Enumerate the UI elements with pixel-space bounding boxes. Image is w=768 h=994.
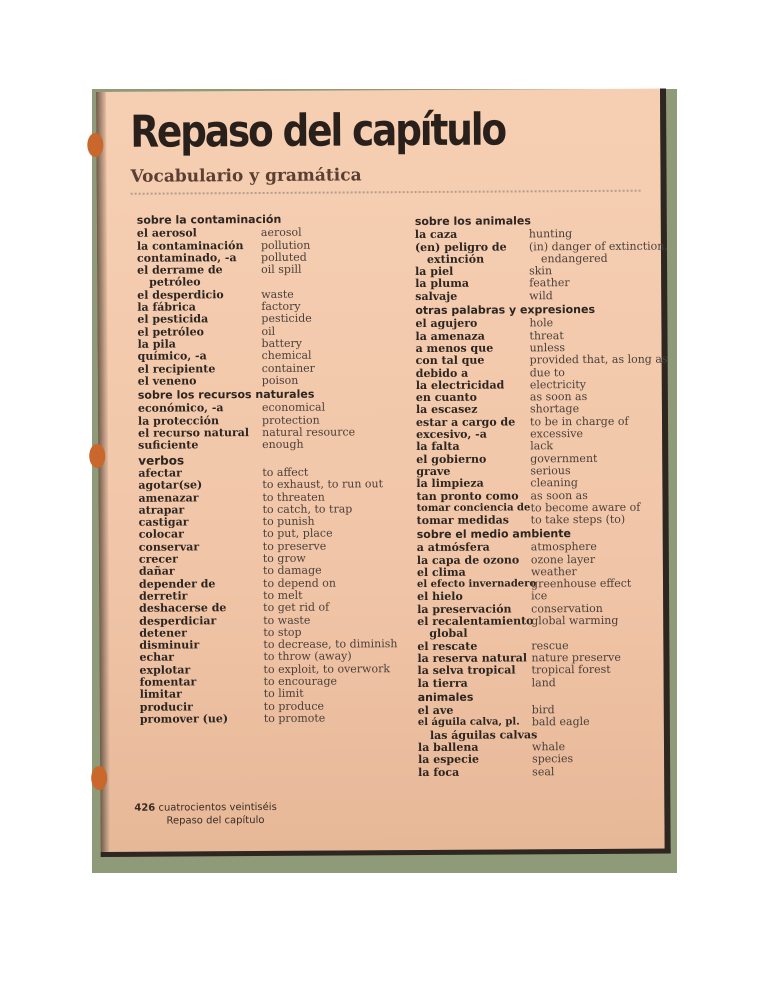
vocab-list bbox=[138, 465, 398, 726]
spanish-term: el recipiente bbox=[137, 361, 216, 376]
english-translation: endangered bbox=[540, 251, 608, 266]
spanish-term: crecer bbox=[138, 552, 178, 566]
english-translation: greenhouse effect bbox=[530, 576, 632, 591]
section-heading: sobre el medio ambiente bbox=[416, 527, 571, 542]
english-translation: to exhaust, to run out bbox=[262, 477, 384, 492]
english-translation: to decrease, to diminish bbox=[263, 637, 398, 652]
english-translation: oil spill bbox=[261, 262, 302, 277]
spanish-term: el agujero bbox=[415, 317, 478, 331]
textbook-page bbox=[96, 89, 671, 857]
english-translation: as soon as bbox=[530, 488, 588, 502]
english-translation: chemical bbox=[261, 348, 312, 363]
vocab-row bbox=[140, 712, 380, 726]
spanish-term: contaminado, -a bbox=[136, 251, 237, 265]
page-subtitle: Vocabulario y gramática bbox=[130, 165, 362, 187]
english-translation: species bbox=[532, 752, 574, 766]
vocab-list bbox=[415, 317, 666, 528]
english-translation: unless bbox=[529, 341, 566, 355]
spanish-term: tomar conciencia de bbox=[416, 502, 531, 514]
spanish-term: salvaje bbox=[415, 289, 458, 303]
english-translation: to be in charge of bbox=[529, 414, 629, 429]
english-translation: to threaten bbox=[262, 490, 325, 504]
english-translation: shortage bbox=[529, 402, 580, 416]
spanish-term: la falta bbox=[416, 440, 460, 454]
spanish-term: el águila calva, pl. bbox=[417, 716, 520, 729]
english-translation: global warming bbox=[531, 613, 619, 628]
vocab-row bbox=[418, 676, 668, 690]
spanish-term: el ave bbox=[417, 703, 454, 718]
spanish-term: la fábrica bbox=[137, 300, 196, 314]
spanish-term: la piel bbox=[415, 265, 454, 279]
english-translation: to affect bbox=[262, 465, 309, 479]
vocab-row bbox=[418, 765, 668, 779]
english-translation: to promote bbox=[263, 711, 326, 725]
spanish-term: la caza bbox=[414, 228, 458, 242]
english-translation bbox=[271, 276, 377, 289]
english-translation: polluted bbox=[260, 250, 307, 264]
english-translation: factory bbox=[261, 299, 301, 314]
spanish-term: en cuanto bbox=[415, 390, 477, 405]
english-translation: atmosphere bbox=[530, 540, 597, 554]
english-translation: enough bbox=[262, 438, 304, 452]
english-translation: container bbox=[261, 361, 315, 375]
english-translation: electricity bbox=[529, 377, 587, 392]
spanish-term: la electricidad bbox=[415, 378, 505, 392]
spanish-term: el clima bbox=[416, 565, 466, 579]
english-translation: to punish bbox=[262, 514, 315, 529]
binder-hole bbox=[89, 444, 105, 468]
section-heading: sobre la contaminación bbox=[136, 212, 282, 227]
section-heading: sobre los recursos naturales bbox=[137, 387, 315, 402]
english-translation: to stop bbox=[263, 625, 302, 639]
spanish-term: el derrame de bbox=[137, 263, 223, 277]
english-translation: excessive bbox=[530, 427, 584, 441]
footer-chapter-title: Repaso del capítulo bbox=[166, 814, 265, 827]
spanish-term: desperdiciar bbox=[139, 613, 217, 628]
english-translation: to limit bbox=[263, 687, 304, 701]
english-translation: protection bbox=[261, 413, 320, 427]
spanish-term: la foca bbox=[418, 765, 460, 779]
spanish-term: la pluma bbox=[415, 277, 469, 291]
spanish-term: con tal que bbox=[415, 353, 485, 368]
vocab-list bbox=[137, 227, 378, 388]
english-translation: bird bbox=[531, 703, 555, 717]
english-translation: as soon as bbox=[529, 390, 588, 404]
spanish-term: el petróleo bbox=[137, 325, 204, 339]
english-translation: to encourage bbox=[263, 674, 338, 688]
spanish-term: las águilas calvas bbox=[429, 728, 538, 742]
spanish-term: tan pronto como bbox=[416, 488, 519, 503]
vocab-list bbox=[414, 227, 668, 303]
spanish-term: amenazar bbox=[138, 490, 199, 505]
spanish-term: el recurso natural bbox=[138, 426, 250, 440]
english-translation: (in) danger of extinction, bbox=[528, 239, 668, 253]
english-translation: oil bbox=[261, 324, 276, 338]
spanish-term: la escasez bbox=[415, 403, 478, 417]
section-heading: animales bbox=[417, 690, 474, 704]
english-translation: to grow bbox=[262, 551, 306, 566]
english-translation: to throw (away) bbox=[263, 649, 352, 664]
spanish-term: echar bbox=[139, 650, 175, 665]
english-translation: poison bbox=[261, 373, 299, 387]
spanish-term: el efecto invernadero bbox=[416, 578, 537, 591]
english-translation: conservation bbox=[531, 601, 603, 616]
english-translation: tropical forest bbox=[531, 663, 611, 677]
right-column-bottom bbox=[417, 526, 669, 779]
english-translation: whale bbox=[531, 740, 566, 754]
spanish-term: el aerosol bbox=[136, 226, 197, 241]
english-translation: wild bbox=[529, 288, 553, 303]
spanish-term: la protección bbox=[137, 414, 220, 428]
page-number: 426 bbox=[134, 802, 156, 814]
spanish-term: global bbox=[429, 627, 468, 641]
spanish-term: limitar bbox=[139, 687, 182, 702]
english-translation: bald eagle bbox=[531, 715, 590, 729]
spanish-term: la preservación bbox=[417, 602, 512, 616]
section-heading: sobre los animales bbox=[414, 214, 531, 229]
english-translation: to melt bbox=[263, 588, 303, 602]
english-translation: to exploit, to overwork bbox=[263, 661, 391, 676]
spanish-term: conservar bbox=[138, 540, 200, 554]
spanish-term: colocar bbox=[138, 527, 184, 542]
english-translation: nature preserve bbox=[531, 650, 621, 665]
english-translation: economical bbox=[261, 401, 326, 415]
spanish-term: excesivo, -a bbox=[416, 427, 487, 442]
spanish-term: estar a cargo de bbox=[415, 415, 516, 429]
spanish-term: el rescate bbox=[417, 639, 478, 653]
page-number-words: cuatrocientos veintiséis bbox=[158, 801, 277, 814]
english-translation: to damage bbox=[262, 563, 322, 578]
spanish-term: el hielo bbox=[417, 590, 463, 604]
spanish-term: a menos que bbox=[415, 341, 494, 356]
english-translation: skin bbox=[529, 264, 553, 278]
spanish-term: la especie bbox=[418, 753, 480, 767]
english-translation: cleaning bbox=[530, 476, 578, 490]
page-title: Repaso del capítulo bbox=[130, 104, 506, 158]
english-translation: to depend on bbox=[262, 576, 337, 590]
spanish-term: detener bbox=[139, 626, 187, 640]
english-translation: to become aware of bbox=[530, 500, 641, 515]
spanish-term: castigar bbox=[138, 515, 189, 529]
spanish-term: la pila bbox=[137, 337, 176, 351]
page-footer bbox=[134, 801, 277, 828]
spanish-term: deshacerse de bbox=[139, 601, 227, 615]
right-column-top bbox=[415, 213, 667, 528]
spanish-term: el pesticida bbox=[137, 312, 209, 327]
spanish-term: petróleo bbox=[149, 275, 201, 290]
section-heading: otras palabras y expresiones bbox=[415, 303, 596, 318]
english-translation: land bbox=[531, 675, 556, 689]
spanish-term: grave bbox=[416, 464, 451, 478]
english-translation: to put, place bbox=[262, 526, 333, 541]
spanish-term: la capa de ozono bbox=[416, 553, 520, 567]
english-translation: ice bbox=[531, 589, 548, 603]
spanish-term: el veneno bbox=[137, 374, 197, 388]
spanish-term: disminuir bbox=[139, 638, 200, 652]
left-column bbox=[136, 211, 398, 726]
spanish-term: tomar medidas bbox=[416, 513, 510, 528]
english-translation: pesticide bbox=[261, 312, 312, 326]
english-translation bbox=[541, 627, 667, 640]
english-translation: to get rid of bbox=[263, 600, 330, 615]
spanish-term: económico, -a bbox=[137, 401, 224, 416]
english-translation: seal bbox=[532, 764, 555, 778]
english-translation: ozone layer bbox=[530, 552, 596, 566]
spanish-term: producir bbox=[139, 699, 193, 714]
spanish-term: la limpieza bbox=[416, 476, 484, 491]
dotted-divider bbox=[131, 190, 641, 195]
spanish-term: a atmósfera bbox=[416, 540, 490, 555]
vocab-list bbox=[138, 402, 378, 453]
spanish-term: químico, -a bbox=[137, 349, 207, 364]
binder-hole bbox=[87, 133, 103, 157]
spanish-term: la reserva natural bbox=[417, 651, 528, 666]
spanish-term: dañar bbox=[138, 564, 175, 579]
english-translation: serious bbox=[530, 464, 571, 478]
vocab-row bbox=[415, 289, 665, 303]
english-translation: threat bbox=[529, 328, 564, 343]
english-translation: weather bbox=[530, 564, 577, 579]
spanish-term: suficiente bbox=[138, 438, 199, 453]
spanish-term: la ballena bbox=[417, 740, 479, 755]
english-translation: to take steps (to) bbox=[530, 512, 626, 527]
spanish-term: derretir bbox=[139, 589, 188, 603]
english-translation: to preserve bbox=[262, 539, 327, 553]
english-translation: aerosol bbox=[260, 226, 302, 240]
spanish-term: el recalentamiento bbox=[417, 614, 534, 629]
spanish-term: la selva tropical bbox=[417, 663, 516, 678]
spanish-term: debido a bbox=[415, 366, 469, 380]
spanish-term: extinción bbox=[426, 252, 485, 266]
english-translation: waste bbox=[261, 287, 294, 301]
spanish-term: la contaminación bbox=[136, 238, 244, 253]
spanish-term: (en) peligro de bbox=[414, 240, 507, 254]
vocab-list bbox=[418, 704, 668, 779]
spanish-term: el desperdicio bbox=[137, 288, 224, 302]
spanish-term: explotar bbox=[139, 663, 191, 677]
english-translation: hole bbox=[529, 316, 554, 330]
section-heading: verbos bbox=[138, 453, 185, 468]
vocab-row bbox=[138, 439, 378, 453]
english-translation: natural resource bbox=[262, 425, 356, 440]
english-translation: due to bbox=[529, 365, 565, 379]
english-translation: provided that, as long as bbox=[529, 352, 668, 367]
spanish-term: fomentar bbox=[139, 675, 197, 689]
spanish-term: atrapar bbox=[138, 503, 185, 517]
english-translation: lack bbox=[530, 439, 554, 453]
binder-hole bbox=[91, 766, 107, 790]
english-translation: to waste bbox=[263, 613, 311, 627]
binding-shadow bbox=[96, 92, 111, 852]
spanish-term: la tierra bbox=[417, 676, 468, 690]
english-translation: feather bbox=[529, 276, 570, 290]
spanish-term: la amenaza bbox=[415, 329, 485, 343]
photo-background bbox=[92, 89, 677, 873]
english-translation: battery bbox=[261, 336, 303, 350]
english-translation: to catch, to trap bbox=[262, 502, 353, 516]
spanish-term: agotar(se) bbox=[138, 478, 203, 492]
english-translation: hunting bbox=[528, 227, 573, 241]
vocab-list bbox=[417, 541, 668, 690]
english-translation: government bbox=[530, 451, 598, 465]
english-translation: to produce bbox=[263, 699, 325, 713]
english-translation: pollution bbox=[260, 238, 311, 252]
spanish-term: afectar bbox=[138, 466, 182, 480]
spanish-term: depender de bbox=[138, 576, 216, 591]
english-translation: rescue bbox=[531, 638, 569, 653]
spanish-term: promover (ue) bbox=[139, 712, 229, 726]
vocab-row bbox=[138, 374, 378, 388]
spanish-term: el gobierno bbox=[416, 452, 487, 466]
